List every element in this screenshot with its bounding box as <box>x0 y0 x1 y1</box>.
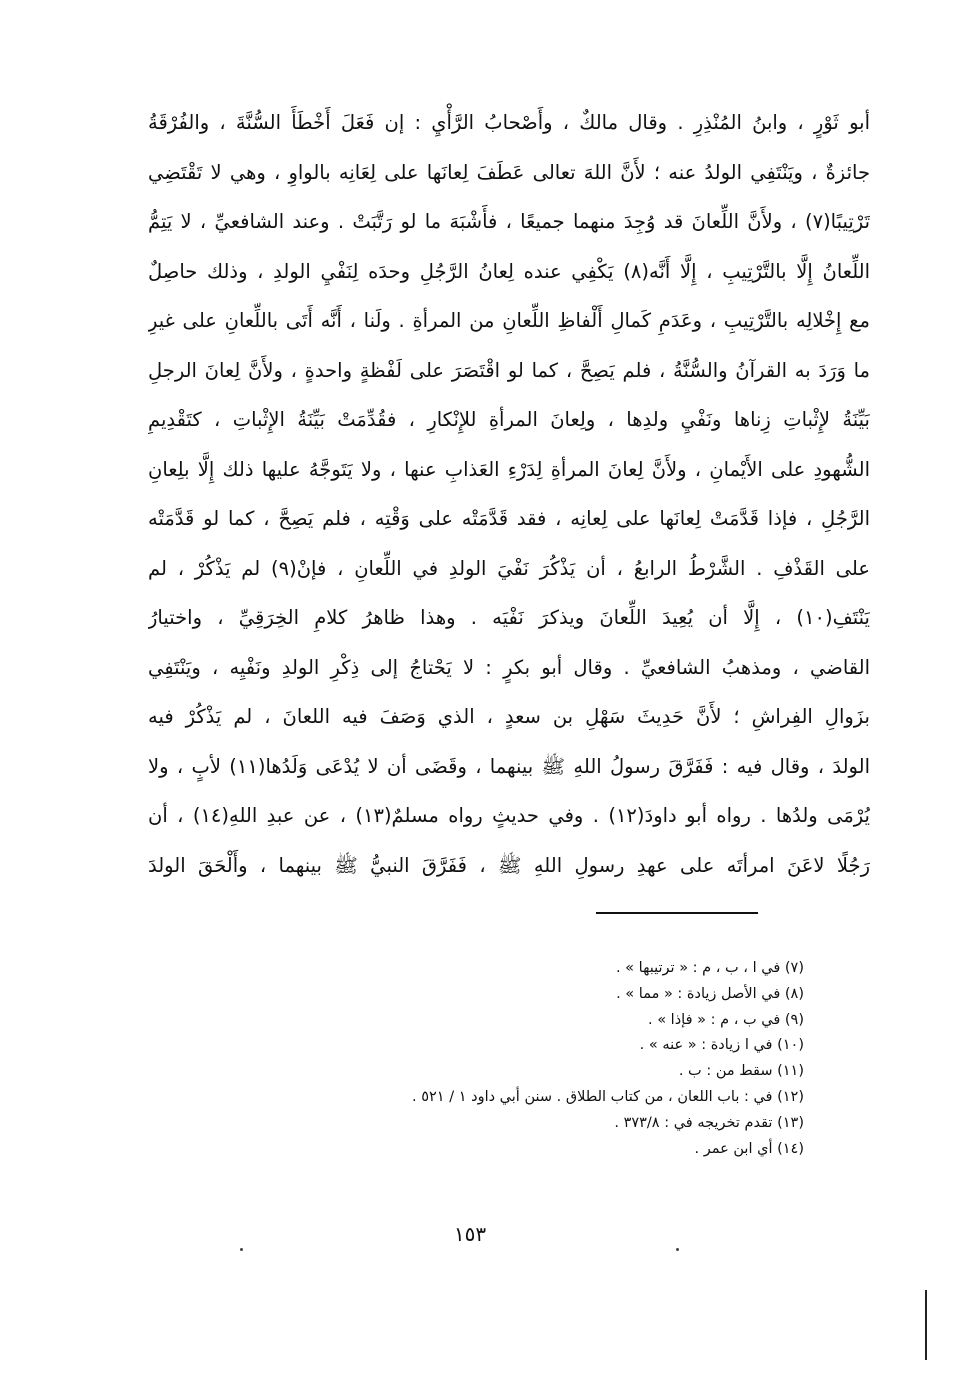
text-line: الرَّجُلِ ، فإذا قَدَّمَتْ لِعانَها على لِعانِه ، فقد قَدَّمَتْه على وَقْتِه ، فلم يَصِحَّ ، كما لو قَدَّمَتْه <box>148 507 870 530</box>
text-line: يُرْمَى ولدُها . رواه أبو داودَ(١٢) . وفي حديثٍ رواه مسلمٌ(١٣) ، عن عبدِ اللهِ(١٤) ، أن <box>148 804 870 827</box>
footnote: (١٢) في : باب اللعان ، من كتاب الطلاق . سنن أبي داود ١ / ٥٢١ . <box>412 1088 804 1105</box>
footnote: (١٣) تقدم تخريجه في : ٣٧٣/٨ . <box>614 1114 804 1131</box>
footnote: (١٠) في ا زيادة : « عنه » . <box>639 1037 804 1054</box>
text-line: بَيِّنَةُ لإِثْباتِ زِناها ونَفْيِ ولدِها ، ولِعانَ المرأةِ للإِنْكارِ ، فقُدِّمَتْ بَيِّنَةُ الإِثْباتِ ، كتَقْدِيمِ <box>148 408 870 431</box>
main-body-text <box>148 98 870 890</box>
page-number: ١٥٣ <box>453 1222 487 1246</box>
footnotes <box>204 956 804 1162</box>
text-line: ما وَرَدَ به القرآنُ والسُّنَّةُ ، فلم يَصِحَّ ، كما لو اقْتَصَرَ على لَفْظةٍ واحدةٍ ، ولأَنَّ لِعانَ الرجلِ <box>148 358 870 382</box>
text-line: جائزةٌ ، ويَنْتَفِي الولدُ عنه ؛ لأَنَّ اللهَ تعالى عَطَفَ لِعانَها على لِعَانِه بالواوِ ، وهي لا تَقْتَضِي <box>148 160 870 184</box>
text-line: على القَذْفِ . الشَّرْطُ الرابعُ ، أن يَذْكُرَ نَفْيَ الولدِ في اللِّعانِ ، فإنْ(٩) لم يَذْكُرْ ، لم <box>148 556 870 580</box>
footnote: (١١) سقط من : ب . <box>678 1063 804 1080</box>
footnote: (٧) في ا ، ب ، م : « ترتيبها » . <box>615 960 804 976</box>
text-line: أبو ثَوْرٍ ، وابنُ المُنْذِرِ . وقال مالكٌ ، وأَصْحابُ الرَّأْيِ : إن فَعَلَ أَخْطَأَ السُّنَّةَ ، والفُرْقَةُ <box>148 111 870 134</box>
footnote: (١٤) أي ابن عمر . <box>694 1140 804 1157</box>
text-line: يَنْتَفِ(١٠) ، إِلَّا أن يُعِيدَ اللِّعانَ ويذكرَ نَفْيَه . وهذا ظاهرُ كلامِ الخِرَقِيِّ ، واختيارُ <box>148 606 870 629</box>
footnote-divider <box>596 912 758 914</box>
text-line: الشُّهودِ على الأَيْمانِ ، ولأَنَّ لِعانَ المرأةِ لِدَرْءِ العَذابِ عنها ، ولا يَتَوجَّهُ عليها ذلك إِلَّا بلِعانِ <box>148 457 870 481</box>
scan-speck <box>240 1248 243 1251</box>
scan-edge-mark <box>925 1290 927 1360</box>
scan-speck <box>676 1248 679 1251</box>
text-line: رَجُلًا لاعَنَ امرأتَه على عهدِ رسولِ اللهِ ﷺ ، فَفَرَّقَ النبيُّ ﷺ بينهما ، وأَلْحَقَ الولدَ <box>148 853 870 877</box>
footnote: (٨) في الأصل زيادة : « مما » . <box>616 985 804 1002</box>
text-line: مع إِخْلالِه بالتَّرْتِيبِ ، وعَدَمِ كَمالِ أَلْفاظِ اللِّعانِ من المرأةِ . ولَنا ، أَنَّه أَتَى باللِّعانِ على غيرِ <box>148 309 870 332</box>
text-line: بزَوالِ الفِراشِ ؛ لأَنَّ حَدِيثَ سَهْلِ بن سعدٍ ، الذي وَصَفَ فيه اللعانَ ، لم يَذْكُرْ فيه <box>148 705 870 728</box>
text-line: تَرْتِيبًا(٧) ، ولأَنَّ اللِّعانَ قد وُجِدَ منهما جميعًا ، فأَشْبَهَ ما لو رَتَّبَتْ . وعند الشافعيِّ ، لا يَتِمُّ <box>148 210 870 233</box>
text-line: الولدَ ، وقال فيه : فَفَرَّقَ رسولُ اللهِ ﷺ بينهما ، وقَضَى أن لا يُدْعَى وَلَدُها(١١) لأبٍ ، ولا <box>148 754 870 778</box>
text-line: اللِّعانُ إِلَّا بالتَّرْتِيبِ ، إِلَّا أَنَّه(٨) يَكْفِي عنده لِعانُ الرَّجُلِ وحدَه لِنَفْيِ الولدِ ، وذلك حاصِلٌ <box>148 259 870 283</box>
text-line: القاضي ، ومذهبُ الشافعيِّ . وقال أبو بكرٍ : لا يَحْتاجُ إلى ذِكْرِ الولدِ ونَفْيِه ، ويَنْتَفِي <box>148 655 870 679</box>
footnote: (٩) في ب ، م : « فإذا » . <box>647 1011 804 1028</box>
